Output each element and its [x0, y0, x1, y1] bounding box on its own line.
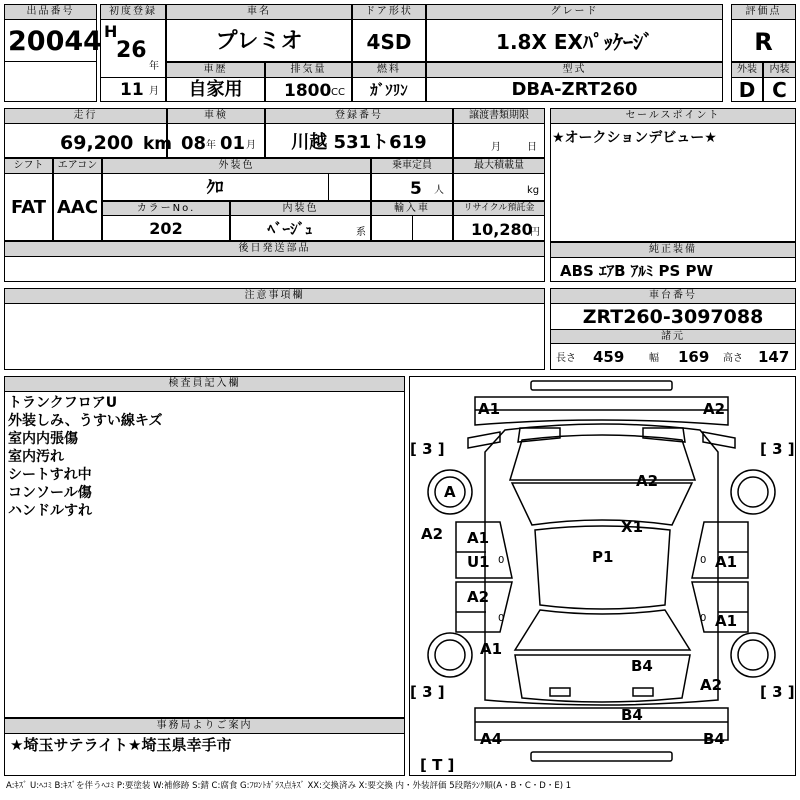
car-diagram-svg — [410, 377, 795, 775]
load-unit: kg — [527, 185, 540, 196]
regno: 川越 531ト619 — [291, 132, 427, 153]
transfer-day-unit: 日 — [527, 142, 537, 153]
era: H — [104, 22, 118, 41]
grade: 1.8X EXﾊﾟｯｹｰｼﾞ — [496, 30, 653, 54]
damage-mark: A1 — [480, 640, 503, 658]
note-line: 室内内張傷 — [8, 431, 78, 447]
reg-month: 11 — [120, 80, 144, 100]
width-label: 幅 — [649, 353, 659, 364]
damage-mark: A1 — [715, 553, 738, 571]
damage-mark: A2 — [636, 472, 659, 490]
mileage-unit: km — [143, 133, 173, 154]
height-label: 高さ — [723, 353, 743, 364]
insp-month-unit: 月 — [246, 140, 256, 151]
sales-label: セールスポイント — [550, 108, 796, 124]
insp-year: 08 — [181, 133, 207, 154]
inspection-label: 車検 — [167, 108, 265, 124]
recycle: 10,280 — [471, 220, 533, 239]
cc-label: 排気量 — [265, 62, 352, 78]
color-label: 外装色 — [102, 158, 371, 174]
shift-label: シフト — [4, 158, 53, 174]
insp-year-unit: 年 — [206, 140, 216, 151]
mileage-label: 走行 — [4, 108, 167, 124]
damage-mark: [ 3 ] — [760, 683, 795, 701]
car-name-label: 車名 — [166, 4, 352, 20]
transfer-month-unit: 月 — [491, 142, 501, 153]
later-label: 後日発送部品 — [4, 241, 545, 257]
office-text: ★埼玉サテライト★埼玉県幸手市 — [10, 736, 232, 754]
damage-mark: [ 3 ] — [410, 683, 445, 701]
legend: A:ｷｽﾞ U:ﾍｺﾐ B:ｷｽﾞを伴うﾍｺﾐ P:要塗装 W:補修跡 S:錆 C:腐食 G:ﾌﾛﾝﾄｶﾞﾗｽ点ｷｽﾞ XX:交換済み X:要交換 内・外装評価 5段階ﾗﾝｸ順(A・B・C・D・E) 1 — [6, 781, 572, 791]
svg-text:0: 0 — [700, 555, 707, 566]
svg-text:0: 0 — [700, 613, 707, 624]
ac-label: エアコン — [53, 158, 102, 174]
insp-month: 01 — [220, 133, 246, 154]
damage-mark: B4 — [631, 657, 653, 675]
chassis-label: 車台番号 — [550, 288, 796, 304]
int-label: 内装 — [763, 62, 796, 78]
damage-mark: [ 3 ] — [410, 440, 445, 458]
transfer-label: 譲渡書類期限 — [453, 108, 545, 124]
history: 自家用 — [188, 79, 243, 100]
damage-mark: A4 — [480, 730, 503, 748]
inspector-notes — [8, 394, 163, 520]
ext-label: 外装 — [731, 62, 763, 78]
car-diagram — [409, 376, 796, 776]
shift: FAT — [10, 197, 47, 218]
svg-text:0: 0 — [498, 555, 505, 566]
notes-label: 注意事項欄 — [4, 288, 545, 304]
intcolor-unit: 系 — [356, 227, 366, 238]
door-type: 4SD — [366, 30, 412, 54]
door-label: ドア形状 — [352, 4, 426, 20]
length-label: 長さ — [556, 353, 576, 364]
damage-mark: B4 — [703, 730, 725, 748]
month-unit: 月 — [149, 86, 159, 97]
sales-cell — [550, 108, 796, 242]
damage-mark: A1 — [478, 400, 501, 418]
fuel: ｶﾞｿﾘﾝ — [370, 80, 408, 99]
damage-mark: U1 — [467, 553, 490, 571]
damage-mark: [ T ] — [420, 756, 455, 774]
damage-mark: A1 — [715, 612, 738, 630]
note-line: シートすれ中 — [8, 467, 92, 483]
regno-label: 登録番号 — [265, 108, 453, 124]
damage-mark: P1 — [592, 548, 614, 566]
ac: AAC — [56, 197, 99, 218]
recycle-unit: 円 — [530, 227, 540, 238]
damage-mark: A2 — [467, 588, 490, 606]
reg-year: 26 — [116, 38, 147, 63]
equipment: ABS ｴｱB ｱﾙﾐ PS PW — [560, 261, 714, 280]
colorno-label: カラーNo. — [102, 201, 230, 216]
spec-label: 諸元 — [550, 329, 796, 344]
ext-score: D — [738, 78, 756, 102]
lot-number: 20044 — [8, 25, 102, 57]
score-label: 評価点 — [731, 4, 796, 20]
damage-mark: [ 3 ] — [760, 440, 795, 458]
colorno: 202 — [149, 219, 183, 238]
chassis-number: ZRT260-3097088 — [582, 305, 764, 328]
import-label: 輸入車 — [371, 201, 453, 216]
car-name: プレミオ — [215, 29, 303, 54]
note-line: ハンドルすれ — [8, 503, 92, 519]
intcolor: ﾍﾞｰｼﾞｭ — [267, 219, 313, 238]
damage-mark: B4 — [621, 706, 643, 724]
note-line: 外装しみ、うすい線キズ — [8, 413, 163, 429]
note-line: 室内汚れ — [8, 449, 64, 465]
score: R — [754, 28, 773, 56]
model-label: 型式 — [426, 62, 723, 78]
model: DBA-ZRT260 — [511, 79, 638, 100]
intcolor-label: 内装色 — [230, 201, 371, 216]
damage-mark: X1 — [621, 518, 644, 536]
note-line: コンソール傷 — [8, 485, 92, 501]
load-label: 最大積載量 — [453, 158, 545, 174]
equip-label: 純正装備 — [550, 242, 796, 258]
damage-mark: A — [444, 483, 456, 501]
svg-text:0: 0 — [498, 613, 505, 624]
capacity: 5 — [410, 178, 422, 199]
int-score: C — [772, 78, 787, 102]
year-unit: 年 — [149, 61, 159, 72]
length: 459 — [593, 348, 625, 366]
displacement: 1800 — [284, 80, 332, 101]
fuel-label: 燃料 — [352, 62, 426, 78]
history-label: 車歴 — [166, 62, 265, 78]
grade-label: グレード — [426, 4, 723, 20]
capacity-label: 乗車定員 — [371, 158, 453, 174]
damage-mark: A1 — [467, 529, 490, 547]
first-reg-label: 初度登録 — [100, 4, 166, 20]
damage-mark: A2 — [700, 676, 723, 694]
mileage: 69,200 — [60, 131, 134, 154]
damage-mark: A2 — [421, 525, 444, 543]
color: ｸﾛ — [206, 177, 224, 198]
height: 147 — [758, 348, 790, 366]
office-label: 事務局よりご案内 — [4, 718, 405, 734]
cc-unit: CC — [331, 87, 345, 98]
damage-mark: A2 — [703, 400, 726, 418]
recycle-label: リサイクル預託金 — [453, 201, 545, 216]
capacity-unit: 人 — [434, 185, 444, 196]
sales-text: ★オークションデビュー★ — [552, 130, 717, 146]
note-line: トランクフロアU — [8, 395, 118, 411]
lot-label: 出品番号 — [4, 4, 97, 20]
inspector-label: 検査員記入欄 — [4, 376, 405, 392]
width: 169 — [678, 348, 710, 366]
